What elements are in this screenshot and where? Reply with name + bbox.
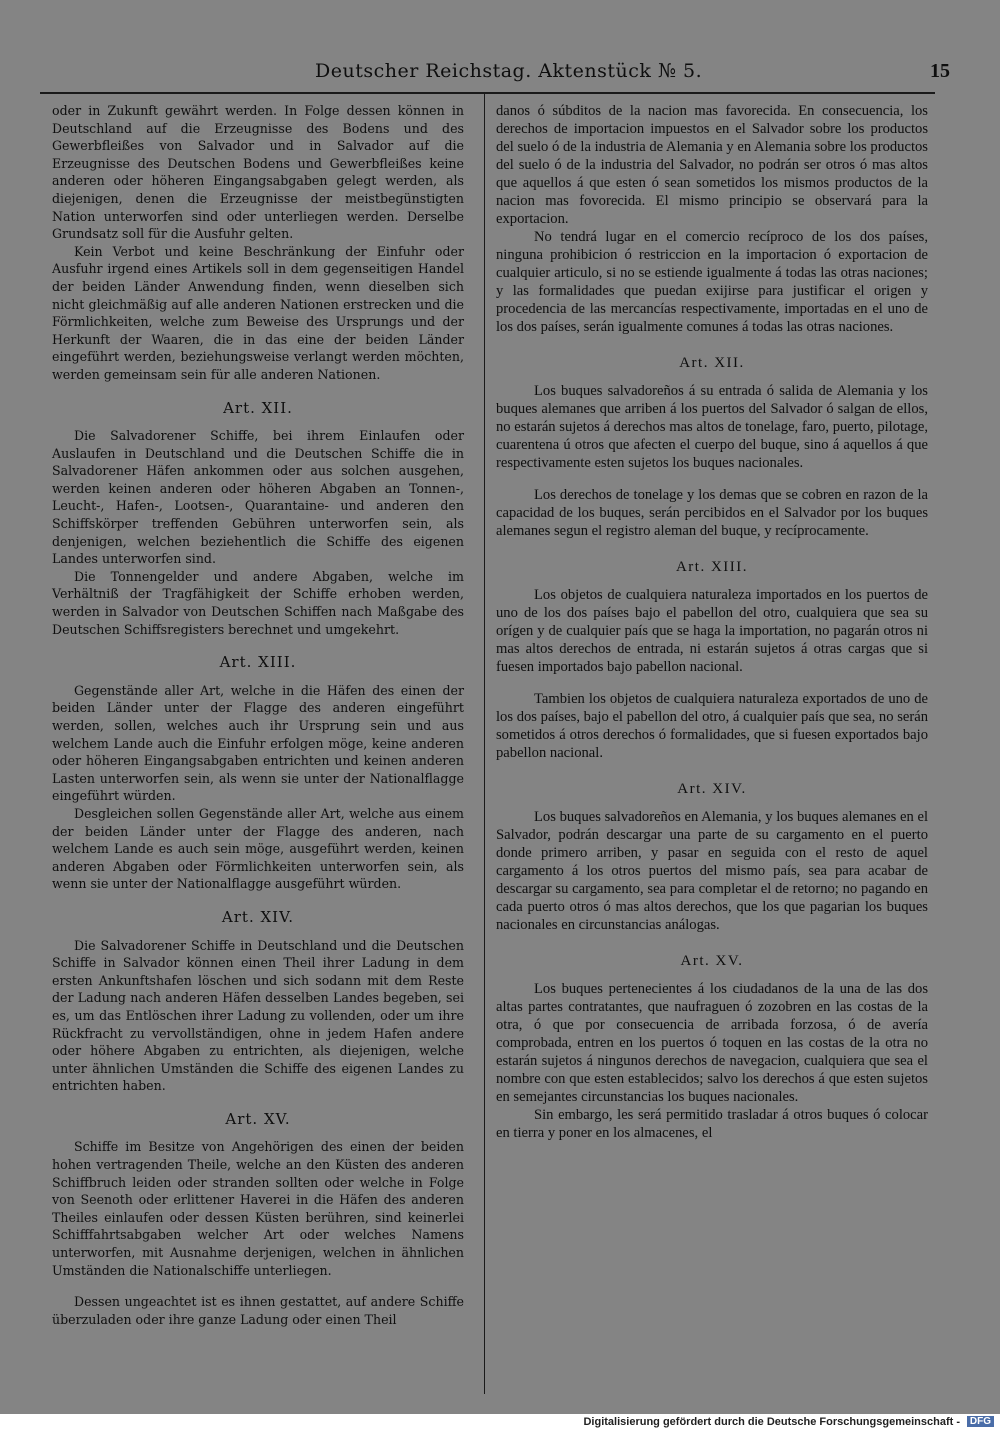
paragraph: Dessen ungeachtet ist es ihnen gestattet, auf andere Schiffe überzuladen oder ihre ganze Ladung oder einen Theil bbox=[52, 1294, 464, 1327]
article-heading: Art. XV. bbox=[680, 953, 744, 969]
article-heading: Art. XII. bbox=[223, 398, 293, 417]
page-header bbox=[40, 60, 960, 86]
paragraph: Schiffe im Besitze von Angehörigen des einen der beiden hohen vertragenden Theile, welche an den Küsten des anderen Schiffbruch leiden oder stranden sollten oder welche in Folge von Seenoth oder erlittener Haverei in die Häfen des anderen Theiles einlaufen oder dessen Küsten berühren, sind keinerlei Schifffahrtsabgaben welcher Art oder welches Namens unterworfen, mit Ausnahme derjenigen, welchen in ähnlichen Umständen die Nationalschiffe unterliegen. bbox=[52, 1139, 464, 1278]
dfg-logo: DFG bbox=[967, 1416, 994, 1427]
funding-note: Digitalisierung gefördert durch die Deutsche Forschungsgemeinschaft - bbox=[583, 1416, 960, 1428]
article-heading: Art. XIII. bbox=[675, 559, 749, 575]
paragraph: danos ó súbditos de la nacion mas favorecida. En consecuencia, los derechos de importacion impuestos en el Salvador sobre los productos del suelo ó de la industria de Alemania y en Alemania sobre los productos del suelo ó de la industria del Salvador, no podrán ser otros ó mas altos que aquellos á que esten ó sean sometidos los mismos productos de la nacion mas fovorecida. El mismo principio se observará para la exportacion. bbox=[496, 103, 928, 227]
paragraph: Die Salvadorener Schiffe, bei ihrem Einlaufen oder Auslaufen in Deutschland und die Deutschen Schiffe die in Salvadorener Häfen ankommen oder aus solchen ausgehen, werden keinen anderen oder höheren Abgaben an Tonnen-, Leucht-, Hafen-, Lootsen-, Quarantaine- und anderen den Schiffskörper treffenden Gebühren unterworfen sein, als denjenigen, welchen beziehentlich die Schiffe des eigenen Landes unterworfen sind. bbox=[52, 428, 464, 567]
article-heading: Art. XV. bbox=[225, 1109, 291, 1128]
paragraph: Sin embargo, les será permitido trasladar á otros buques ó colocar en tierra y poner en los almacenes, el bbox=[496, 1107, 928, 1141]
paragraph: No tendrá lugar en el comercio recíproco de los dos países, ninguna prohibicion ó restriccion en la importacion ó exportacion de cualquier articulo, si no se estiende igualmente á todas las otras naciones; y las formalidades que puedan exijirse para justificar el origen y procedencia de las mercancías respectivamente, importadas en el uno de los dos países, serán igualmente comunes á todas las otras naciones. bbox=[496, 229, 928, 335]
running-title: Deutscher Reichstag. Aktenstück № 5. bbox=[315, 60, 703, 82]
paragraph: Los objetos de cualquiera naturaleza importados en los puertos de uno de los dos países bajo el pabellon del otro, cualquiera que sea su orígen y de cualquier país que se haga la importation, no pagarán otros ni mas altos derechos de entrada, ni estarán sujetos á otras cargas que si fuesen importados bajo pabellon nacional. bbox=[496, 587, 928, 675]
paragraph: Los buques salvadoreños á su entrada ó salida de Alemania y los buques alemanes que arriben á los puertos del Salvador ó salgan de ellos, no estarán sujetos á derechos mas altos de tonelage, faro, puerto, pilotage, cuarentena ú otros que afecten el cuerpo del buque, sino á aquellos á que respectivamente esten sujetos los buques nacionales. bbox=[496, 383, 928, 471]
article-heading: Art. XII. bbox=[679, 355, 745, 371]
paragraph: Los derechos de tonelage y los demas que se cobren en razon de la capacidad de los buques, serán percibidos en el Salvador por los buques alemanes segun el registro aleman del buque, y recíprocamente. bbox=[496, 487, 928, 539]
article-heading: Art. XIII. bbox=[219, 653, 297, 672]
paragraph: Desgleichen sollen Gegenstände aller Art, welche aus einem der beiden Länder unter der Flagge des anderen, nach welchem Lande es auch sein möge, ausgeführt werden, keinen anderen Abgaben oder Förmlichkeiten unterworfen sein, als wenn sie unter der Nationalflagge ausgeführt würden. bbox=[52, 805, 464, 892]
article-heading: Art. XIV. bbox=[677, 781, 747, 797]
paragraph: Los buques salvadoreños en Alemania, y los buques alemanes en el Salvador, podrán descargar una parte de su cargamento en el puerto donde primero arriben, y pasar en seguida con el resto de aquel cargamento á los otros puertos del mismo país, sea para acabar de descargar su cargamento, sea para completar el de retorno; no pagando en cada puerto otros ó mas altos derechos, que los que pagarian los buques nacionales en circunstancias análogas. bbox=[496, 809, 928, 933]
article-heading: Art. XIV. bbox=[221, 907, 295, 926]
paragraph: Kein Verbot und keine Beschränkung der Einfuhr oder Ausfuhr irgend eines Artikels soll in dem gegenseitigen Handel der beiden Länder Anwendung finden, wenn dieselben sich nicht gleichmäßig auf alle anderen Nationen erstrecken und die Förmlichkeiten, welche zum Beweise des Ursprungs und der Herkunft der Waaren, die in das eine der beiden Länder eingeführt werden, beziehungsweise verlangt werden möchten, werden gemeinsam sein für alle anderen Nationen. bbox=[52, 243, 464, 382]
digitization-footer bbox=[0, 1414, 1000, 1432]
column-divider bbox=[484, 94, 485, 1394]
paragraph: Die Salvadorener Schiffe in Deutschland und die Deutschen Schiffe in Salvador können einen Theil ihrer Ladung in dem ersten Ankunftshafen löschen und sich sodann mit dem Reste der Ladung nach anderen Häfen desselben Landes begeben, sei es, um das Entlöschen ihrer Ladung zu vollenden, oder um ihre Rückfracht zu vervollständigen, ohne in jedem Hafen andere oder höhere Abgaben zu entrichten, als diejenigen, welche unter ähnlichen Umständen die Schiffe des eigenen Landes zu entrichten haben. bbox=[52, 937, 464, 1094]
paragraph: Gegenstände aller Art, welche in die Häfen des einen der beiden Länder unter der Flagge des anderen eingeführt werden, sollen, welches auch ihr Ursprung sein und aus welchem Lande auch die Einfuhr erfolgen möge, keine anderen oder höheren Eingangsabgaben entrichten und keinen anderen Lasten unterworfen sein, als wenn sie unter der Nationalflagge eingeführt würden. bbox=[52, 682, 464, 804]
header-rule bbox=[40, 92, 935, 94]
paragraph: oder in Zukunft gewährt werden. In Folge dessen können in Deutschland auf die Erzeugnisse des Bodens und des Gewerbfleißes von Salvador und in Salvador auf die Erzeugnisse des Deutschen Bodens und Gewerbfleißes keine anderen oder höheren Eingangsabgaben gelegt werden, als diejenigen, denen die Erzeugnisse der meistbegünstigten Nation unterworfen sind oder unterliegen werden. Derselbe Grundsatz soll für die Ausfuhr gelten. bbox=[52, 103, 464, 242]
paragraph: Los buques pertenecientes á los ciudadanos de la una de las dos altas partes contratantes, que naufraguen ó zozobren en las costas de la otra, ó que por consecuencia de arribada forzosa, ó de avería comprobada, entren en los puertos ó toquen en las costas de la otra no estarán sujetos á ningunos derechos de navegacion, cualquiera que sea el nombre con que esten establecidos; salvo los derechos á que esten sujetos en semejantes circunstancias los buques nacionales. bbox=[496, 981, 928, 1105]
paragraph: Die Tonnengelder und andere Abgaben, welche im Verhältniß der Tragfähigkeit der Schiffe erhoben werden, werden in Salvador von Deutschen Schiffen nach Maßgabe des Deutschen Schiffsregisters berechnet und umgekehrt. bbox=[52, 568, 464, 637]
spanish-column bbox=[496, 102, 928, 1142]
page-number: 15 bbox=[930, 60, 950, 82]
german-column bbox=[52, 102, 464, 1328]
paragraph: Tambien los objetos de cualquiera naturaleza exportados de uno de los dos países, bajo el pabellon del otro, á cualquier país que sea, no serán sometidos á otros derechos ó formalidades, que si fuesen exportados bajo pabellon nacional. bbox=[496, 691, 928, 761]
